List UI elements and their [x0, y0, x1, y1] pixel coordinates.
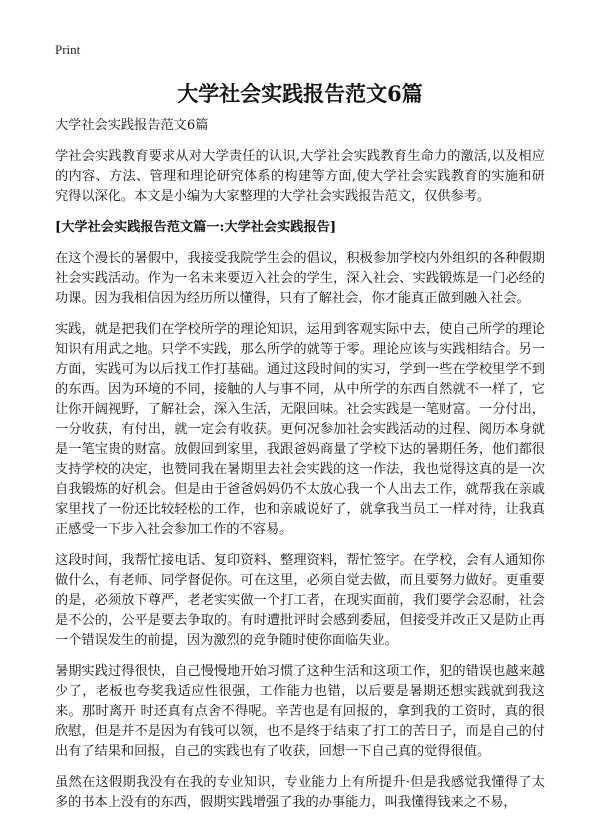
body-paragraph: 暑期实践过得很快，自己慢慢地开始习惯了这种生活和这项工作，犯的错误也越来越少了，老板也夸奖我适应性很强，工作能力也错，以后要是暑期还想实践就到我这来。那时离开 时还真有点舍不得呢。辛苦也是有回报的，拿到我的工资时，真的很欣慰，但是并不是因为有钱可以领，也不是终于结束了打工的苦日子，而是自己的付出有了结果和回报，自己的实践也有了收获，回想一下自己真的觉得很值。: [55, 664, 545, 759]
page-title: 大学社会实践报告范文6篇: [177, 81, 423, 106]
print-label[interactable]: Print: [55, 42, 81, 57]
document-body: [55, 116, 545, 824]
body-paragraph: 在这个漫长的暑假中，我接受我院学生会的倡议，积极参加学校内外组织的各种假期社会实践活动。作为一名未来要迈入社会的学生，深入社会、实践锻炼是一门必经的功课。因为我相信因为经历所以懂得，只有了解社会，你才能真正做到融入社会。: [55, 251, 545, 306]
body-paragraph: 虽然在这假期我没有在我的专业知识，专业能力上有所提升·但是我感觉我懂得了太多的书本上没有的东西，假期实践增强了我的办事能力，叫我懂得钱来之不易，: [55, 775, 545, 810]
section-heading: [大学社会实践报告范文篇一:大学社会实践报告]: [55, 220, 337, 235]
intro-paragraph: 学社会实践教育要求从对大学责任的认识,大学社会实践教育生命力的激活,以及相应的内容、方法、管理和理论研究体系的构建等方面,使大学社会实践教育的实施和研究得以深化。本文是小编为大家整理的大学社会实践报告范文，仅供参考。: [55, 149, 545, 204]
document-subtitle: 大学社会实践报告范文6篇: [55, 118, 209, 133]
body-paragraph: 这段时间，我帮忙接电话、复印资料、整理资料，帮忙签字。在学校，会有人通知你做什么，有老师、同学督促你。可在这里，必须自觉去做，而且要努力做好。更重要的是，必须放下尊严，老老实实做一个打工者，在现实面前，我们要学会忍耐，社会是不公的，公平是要去争取的。有时遭批评时会感到委屈，但接受并改正又是防止再一个错误发生的前提，因为激烈的竞争随时使你面临失业。: [55, 553, 545, 648]
body-paragraph: 实践，就是把我们在学校所学的理论知识，运用到客观实际中去，使自己所学的理论知识有用武之地。只学不实践，那么所学的就等于零。理论应该与实践相结合。另一方面，实践可为以后找工作打基础。通过这段时间的实习，学到一些在学校里学不到的东西。因为环境的不同，接触的人与事不同，从中所学的东西自然就不一样了，它让你开阔视野，了解社会，深入生活，无限回味。社会实践是一笔财富。一分付出，一分收获，有付出，就一定会有收获。更何况参加社会实践活动的过程、阅历本身就是一笔宝贵的财富。放假回到家里，我跟爸妈商量了学校下达的暑期任务，他们都很支持学校的决定，也赞同我在暑期里去社会实践的这一作法，我也觉得这真的是一次自我锻炼的好机会。但是由于爸爸妈妈仍不太放心我一个人出去工作，就帮我在亲戚家里找了一份还比较轻松的工作，也和亲戚说好了，就拿我当员工一样对待，让我真正感受一下步入社会参加工作的不容易。: [55, 322, 545, 537]
